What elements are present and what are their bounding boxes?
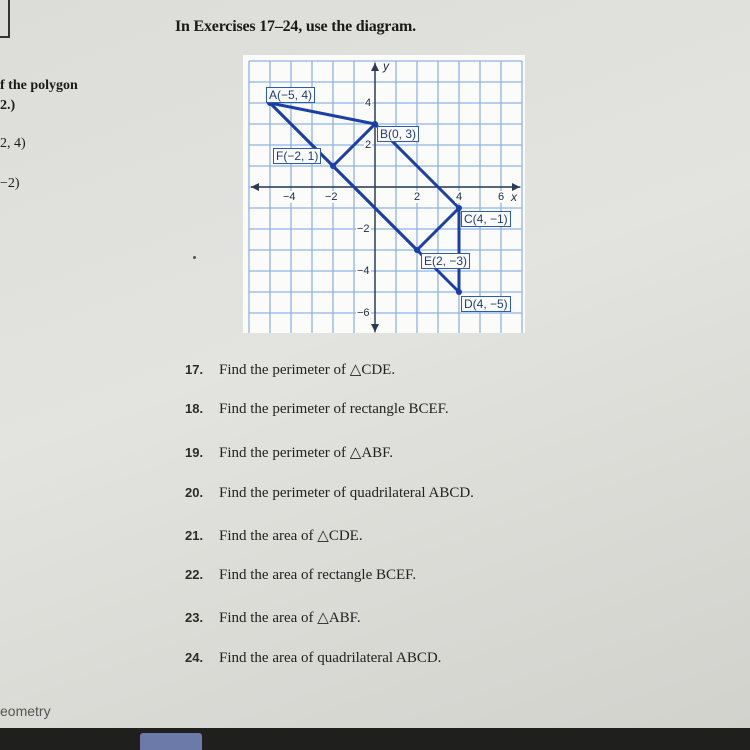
point-label-F: F(−2, 1): [273, 148, 321, 164]
point-label-B: B(0, 3): [377, 126, 419, 142]
exercise-text: Find the perimeter of rectangle BCEF.: [219, 401, 449, 417]
point-label-C: C(4, −1): [461, 211, 511, 227]
exercise-number: 22.: [185, 567, 204, 582]
left-text-fragment-1: f the polygon: [0, 78, 78, 93]
exercise-number: 24.: [185, 650, 204, 665]
vertex-E: [414, 247, 420, 253]
y-axis-arrow-down: [371, 324, 379, 332]
exercise-24: [185, 650, 441, 667]
x-tick-label: 6: [498, 191, 505, 203]
left-text-fragment-3: 2, 4): [0, 136, 26, 151]
y-tick-label: 2: [365, 139, 372, 151]
point-label-D: D(4, −5): [461, 296, 511, 312]
y-axis-arrow-up: [371, 63, 379, 71]
exercise-number: 17.: [185, 362, 204, 377]
exercise-text: Find the area of rectangle BCEF.: [219, 567, 417, 583]
footer-subject-text: eometry: [0, 703, 51, 719]
exercise-21: [185, 526, 363, 545]
exercise-text: Find the area of △CDE.: [219, 528, 363, 544]
exercise-22: [185, 567, 416, 584]
exercise-text: Find the area of quadrilateral ABCD.: [219, 650, 442, 666]
bottom-toolbar: [0, 728, 750, 750]
left-text-fragment-2: 2.): [0, 98, 16, 113]
exercise-number: 19.: [185, 445, 204, 460]
exercise-18: [185, 401, 449, 418]
x-tick-label: −4: [283, 191, 296, 203]
point-label-A: A(−5, 4): [266, 87, 315, 103]
exercise-number: 23.: [185, 610, 204, 625]
exercise-number: 20.: [185, 485, 204, 500]
point-label-E: E(2, −3): [421, 253, 470, 269]
x-tick-label: −2: [325, 191, 338, 203]
y-tick-label: −4: [357, 265, 370, 277]
left-text-fragment-4: −2): [0, 176, 20, 191]
exercise-text: Find the perimeter of quadrilateral ABCD.: [219, 485, 474, 501]
exercise-17: [185, 360, 395, 379]
y-axis-label: y: [383, 59, 389, 73]
coordinate-diagram: [243, 55, 525, 333]
x-axis-label: x: [511, 190, 517, 204]
x-tick-label: 2: [414, 191, 421, 203]
exercise-23: [185, 608, 361, 627]
exercise-heading: In Exercises 17–24, use the diagram.: [175, 18, 416, 35]
exercise-20: [185, 485, 474, 502]
page-corner-frame: [0, 0, 10, 38]
exercise-text: Find the perimeter of △ABF.: [219, 445, 394, 461]
bottom-tab-button[interactable]: [140, 733, 202, 750]
exercise-number: 21.: [185, 528, 204, 543]
exercise-text: Find the area of △ABF.: [219, 610, 361, 626]
exercise-text: Find the perimeter of △CDE.: [219, 362, 396, 378]
vertex-F: [330, 163, 336, 169]
stray-dot: [193, 256, 196, 259]
x-tick-label: 4: [456, 191, 463, 203]
exercise-number: 18.: [185, 401, 204, 416]
x-axis-arrow-left: [251, 183, 259, 191]
y-tick-label: −6: [357, 307, 370, 319]
exercise-19: [185, 443, 393, 462]
y-tick-label: −2: [357, 223, 370, 235]
vertex-D: [456, 289, 462, 295]
y-tick-label: 4: [365, 97, 372, 109]
